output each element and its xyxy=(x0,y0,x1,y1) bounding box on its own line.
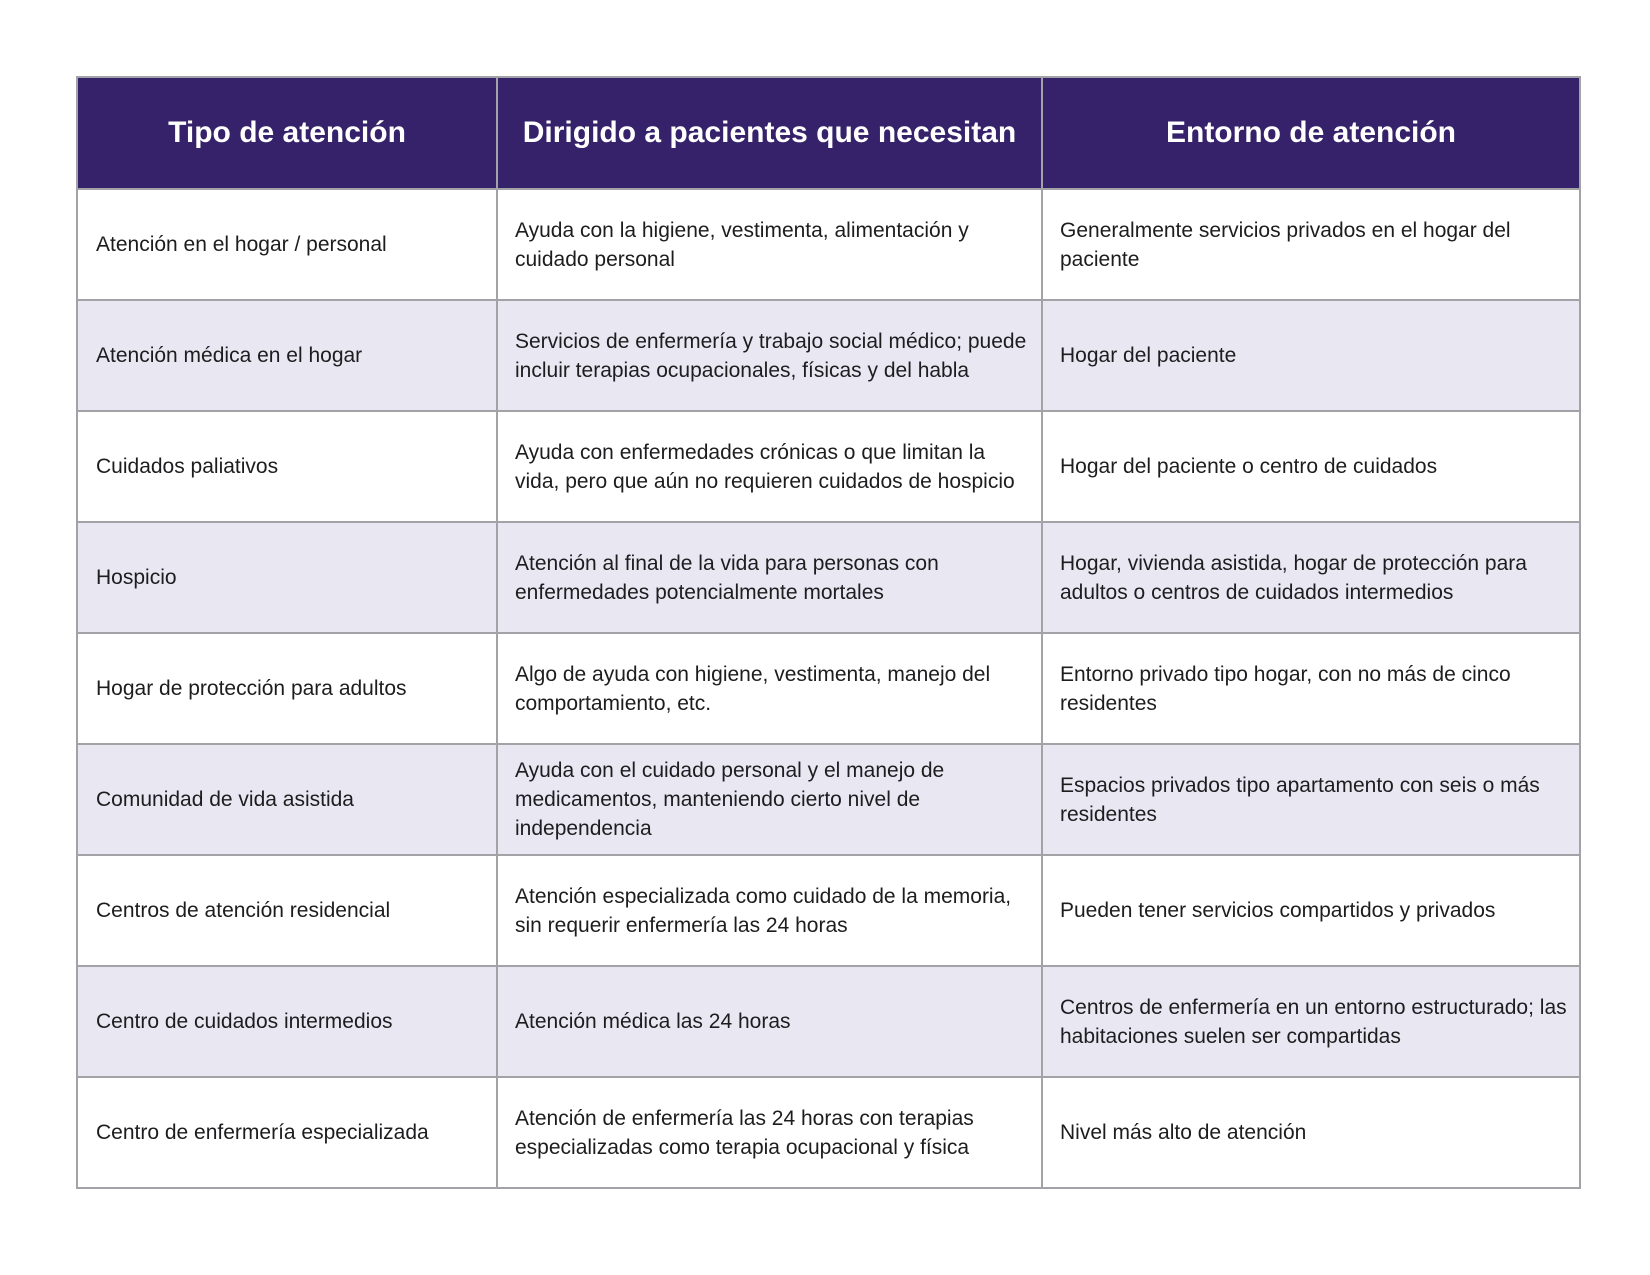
care-types-table xyxy=(76,76,1581,1189)
care-type-cell: Centros de atención residencial xyxy=(77,855,497,966)
header-care-setting: Entorno de atención xyxy=(1042,77,1580,189)
table-row xyxy=(77,300,1580,411)
care-type-cell: Atención médica en el hogar xyxy=(77,300,497,411)
patient-needs-cell: Atención médica las 24 horas xyxy=(497,966,1042,1077)
table-row xyxy=(77,411,1580,522)
patient-needs-cell: Atención especializada como cuidado de la memoria, sin requerir enfermería las 24 horas xyxy=(497,855,1042,966)
table-row xyxy=(77,522,1580,633)
care-type-cell: Hospicio xyxy=(77,522,497,633)
care-setting-cell: Espacios privados tipo apartamento con seis o más residentes xyxy=(1042,744,1580,855)
patient-needs-cell: Algo de ayuda con higiene, vestimenta, manejo del comportamiento, etc. xyxy=(497,633,1042,744)
patient-needs-cell: Ayuda con enfermedades crónicas o que limitan la vida, pero que aún no requieren cuidados de hospicio xyxy=(497,411,1042,522)
table-row xyxy=(77,1077,1580,1188)
care-setting-cell: Hogar del paciente o centro de cuidados xyxy=(1042,411,1580,522)
care-setting-cell: Entorno privado tipo hogar, con no más de cinco residentes xyxy=(1042,633,1580,744)
header-care-type: Tipo de atención xyxy=(77,77,497,189)
care-type-cell: Hogar de protección para adultos xyxy=(77,633,497,744)
patient-needs-cell: Atención de enfermería las 24 horas con terapias especializadas como terapia ocupacional y física xyxy=(497,1077,1042,1188)
care-setting-cell: Hogar del paciente xyxy=(1042,300,1580,411)
care-type-cell: Cuidados paliativos xyxy=(77,411,497,522)
table-row xyxy=(77,855,1580,966)
care-setting-cell: Centros de enfermería en un entorno estructurado; las habitaciones suelen ser compartidas xyxy=(1042,966,1580,1077)
care-setting-cell: Pueden tener servicios compartidos y privados xyxy=(1042,855,1580,966)
patient-needs-cell: Atención al final de la vida para personas con enfermedades potencialmente mortales xyxy=(497,522,1042,633)
care-type-cell: Centro de cuidados intermedios xyxy=(77,966,497,1077)
care-setting-cell: Hogar, vivienda asistida, hogar de protección para adultos o centros de cuidados intermedios xyxy=(1042,522,1580,633)
table-row xyxy=(77,189,1580,300)
care-type-cell: Comunidad de vida asistida xyxy=(77,744,497,855)
patient-needs-cell: Ayuda con el cuidado personal y el manejo de medicamentos, manteniendo cierto nivel de independencia xyxy=(497,744,1042,855)
care-setting-cell: Nivel más alto de atención xyxy=(1042,1077,1580,1188)
header-patient-needs: Dirigido a pacientes que necesitan xyxy=(497,77,1042,189)
patient-needs-cell: Servicios de enfermería y trabajo social médico; puede incluir terapias ocupacionales, físicas y del habla xyxy=(497,300,1042,411)
table-header-row xyxy=(77,77,1580,189)
care-type-cell: Atención en el hogar / personal xyxy=(77,189,497,300)
patient-needs-cell: Ayuda con la higiene, vestimenta, alimentación y cuidado personal xyxy=(497,189,1042,300)
table-row xyxy=(77,966,1580,1077)
table-row xyxy=(77,633,1580,744)
care-type-cell: Centro de enfermería especializada xyxy=(77,1077,497,1188)
table-row xyxy=(77,744,1580,855)
care-setting-cell: Generalmente servicios privados en el hogar del paciente xyxy=(1042,189,1580,300)
